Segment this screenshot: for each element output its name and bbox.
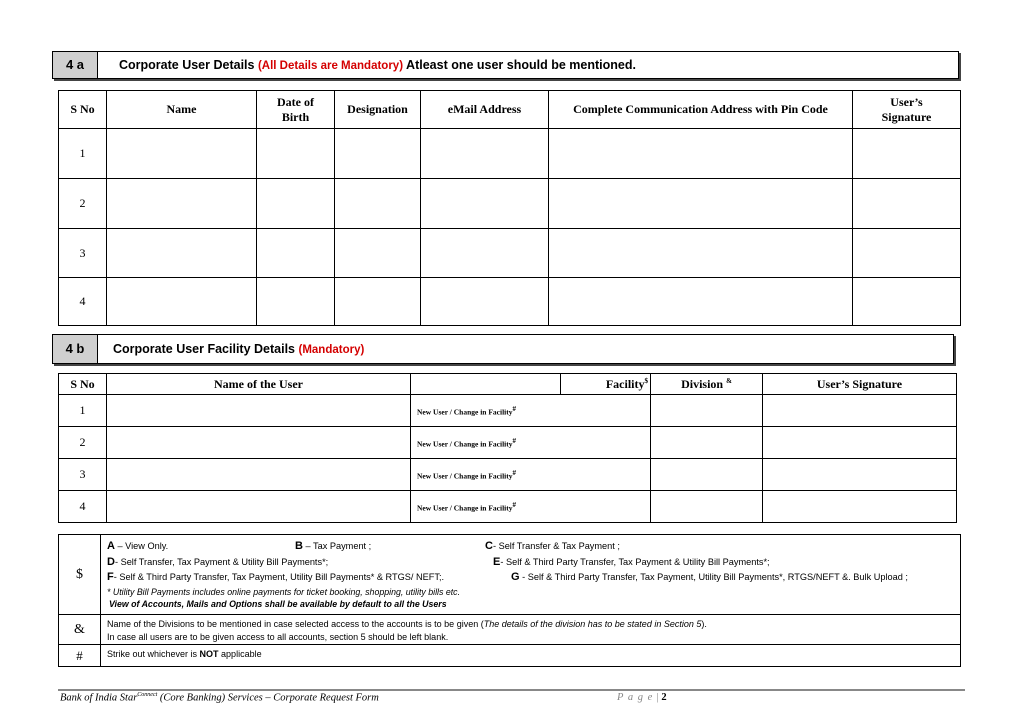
note-text: New User / Change in Facility <box>417 407 513 417</box>
legend-row-amp <box>59 615 961 645</box>
facility-cell[interactable] <box>561 491 651 523</box>
division-note-line-2: In case all users are to be given access to all accounts, section 5 should be left blank. <box>107 631 449 642</box>
new-user-change-note[interactable] <box>411 427 561 459</box>
user-name-cell[interactable] <box>107 395 411 427</box>
col-email: eMail Address <box>421 91 549 129</box>
table-row <box>59 179 961 229</box>
designation-cell[interactable] <box>335 129 421 179</box>
dob-cell[interactable] <box>257 179 335 229</box>
designation-cell[interactable] <box>335 179 421 229</box>
col-address: Complete Communication Address with Pin Code <box>549 91 853 129</box>
row-number: 1 <box>59 129 107 179</box>
option-b-key: B <box>295 540 303 552</box>
col-user-signature: User’s Signature <box>763 374 957 395</box>
footer-form-name: (Core Banking) Services – Corporate Request Form <box>157 692 379 704</box>
col-name: Name <box>107 91 257 129</box>
dob-cell[interactable] <box>257 129 335 179</box>
row-number: 2 <box>59 179 107 229</box>
option-d <box>107 555 328 571</box>
note-sup: # <box>512 436 516 445</box>
option-g-text: - Self & Third Party Transfer, Tax Payment, Utility Bill Payments*, RTGS/NEFT &. Bulk Upload ; <box>519 572 908 582</box>
footer-page <box>617 692 667 703</box>
page-number: 2 <box>661 692 667 703</box>
division-legend <box>101 615 961 645</box>
signature-cell[interactable] <box>853 179 961 229</box>
user-name-cell[interactable] <box>107 459 411 491</box>
table-row <box>59 395 957 427</box>
table-row <box>59 459 957 491</box>
default-view-note: View of Accounts, Mails and Options shall be available by default to all the Users <box>109 598 447 609</box>
division-note-b: The details of the division has to be stated in Section 5 <box>483 619 702 629</box>
facility-cell[interactable] <box>561 395 651 427</box>
email-cell[interactable] <box>421 179 549 229</box>
section-title-text: Corporate User Details <box>119 58 255 72</box>
option-a <box>107 539 168 555</box>
option-b <box>295 539 371 555</box>
footer-rule <box>58 689 965 691</box>
user-signature-cell[interactable] <box>763 491 957 523</box>
facility-cell[interactable] <box>561 459 651 491</box>
name-cell[interactable] <box>107 179 257 229</box>
option-e <box>493 555 770 571</box>
division-label: Division <box>681 376 724 391</box>
note-text: New User / Change in Facility <box>417 471 513 481</box>
col-division <box>651 374 763 395</box>
section-number: 4 a <box>53 52 98 78</box>
section-title <box>113 342 364 356</box>
email-cell[interactable] <box>421 229 549 278</box>
row-number: 2 <box>59 427 107 459</box>
col-user-name: Name of the User <box>107 374 411 395</box>
division-sup: & <box>726 376 732 385</box>
facility-legend <box>101 535 961 615</box>
option-g-key: G <box>511 571 520 583</box>
row-number: 4 <box>59 278 107 326</box>
table-row <box>59 229 961 278</box>
division-note-a: Name of the Divisions to be mentioned in case selected access to the accounts is to be given ( <box>107 619 484 629</box>
strike-note-b: NOT <box>199 649 219 659</box>
section-title-text: Corporate User Facility Details <box>113 342 296 356</box>
strike-note-c: applicable <box>218 649 262 659</box>
user-signature-cell[interactable] <box>763 459 957 491</box>
note-sup: # <box>512 468 516 477</box>
row-number: 4 <box>59 491 107 523</box>
division-note-line-1 <box>107 618 960 631</box>
col-sno: S No <box>59 374 107 395</box>
facility-table <box>58 373 957 523</box>
col-facility <box>561 374 651 395</box>
division-note-c: ). <box>701 619 707 629</box>
dob-cell[interactable] <box>257 229 335 278</box>
new-user-change-note[interactable] <box>411 491 561 523</box>
address-cell[interactable] <box>549 278 853 326</box>
legend-row-hash <box>59 645 961 667</box>
address-cell[interactable] <box>549 129 853 179</box>
legend-line-3 <box>107 570 960 586</box>
dollar-symbol: $ <box>59 535 101 615</box>
table-row <box>59 278 961 326</box>
option-e-text: - Self & Third Party Transfer, Tax Payment & Utility Bill Payments*; <box>500 556 770 567</box>
address-cell[interactable] <box>549 179 853 229</box>
section-4a-header <box>52 51 959 79</box>
mandatory-note: (Mandatory) <box>298 344 365 356</box>
legend-line-2 <box>107 555 960 571</box>
table-header-row <box>59 374 957 395</box>
footer-bank-name: Bank of India Star <box>60 692 138 704</box>
user-name-cell[interactable] <box>107 491 411 523</box>
option-c <box>485 539 620 555</box>
strike-note-a: Strike out whichever is <box>107 649 200 659</box>
row-number: 1 <box>59 395 107 427</box>
option-d-text: - Self Transfer, Tax Payment & Utility Bill Payments*; <box>114 556 329 567</box>
dob-cell[interactable] <box>257 278 335 326</box>
table-row <box>59 427 957 459</box>
option-a-text: – View Only. <box>114 541 169 551</box>
email-cell[interactable] <box>421 129 549 179</box>
section-4b-header <box>52 334 954 364</box>
user-name-cell[interactable] <box>107 427 411 459</box>
note-sup: # <box>512 500 516 509</box>
legend-line-1 <box>107 539 960 555</box>
facility-cell[interactable] <box>561 427 651 459</box>
hash-symbol: # <box>59 645 101 667</box>
option-f-text: - Self & Third Party Transfer, Tax Payment, Utility Bill Payments* & RTGS/ NEFT;. <box>113 572 445 582</box>
facility-label: Facility <box>605 376 645 391</box>
designation-cell[interactable] <box>335 278 421 326</box>
option-g <box>511 570 908 586</box>
option-c-key: C <box>485 540 493 552</box>
new-user-change-note[interactable] <box>411 395 561 427</box>
col-dob: Date of Birth <box>257 91 335 129</box>
table-header-row <box>59 91 961 129</box>
option-a-key: A <box>107 540 115 552</box>
name-cell[interactable] <box>107 129 257 179</box>
col-sno: S No <box>59 91 107 129</box>
facility-sup: $ <box>644 376 648 385</box>
division-cell[interactable] <box>651 491 763 523</box>
section-number: 4 b <box>53 335 98 363</box>
option-b-text: – Tax Payment ; <box>302 541 372 551</box>
email-cell[interactable] <box>421 278 549 326</box>
division-cell[interactable] <box>651 459 763 491</box>
utility-note: * Utility Bill Payments includes online payments for ticket booking, shopping, utility bills etc. <box>107 586 461 597</box>
option-f-key: F <box>107 571 114 583</box>
name-cell[interactable] <box>107 278 257 326</box>
signature-cell[interactable] <box>853 278 961 326</box>
option-c-text: - Self Transfer & Tax Payment ; <box>492 541 620 551</box>
col-note <box>411 374 561 395</box>
page-label: P a g e <box>617 692 654 703</box>
designation-cell[interactable] <box>335 229 421 278</box>
division-cell[interactable] <box>651 427 763 459</box>
ampersand-symbol: & <box>59 615 101 645</box>
row-number: 3 <box>59 459 107 491</box>
option-d-key: D <box>107 555 115 568</box>
note-text: New User / Change in Facility <box>417 439 513 449</box>
legend-row-dollar <box>59 535 961 615</box>
user-details-table <box>58 90 961 326</box>
footer-connect-sup: Connect <box>137 692 158 698</box>
division-cell[interactable] <box>651 395 763 427</box>
new-user-change-note[interactable] <box>411 459 561 491</box>
table-row <box>59 129 961 179</box>
user-signature-cell[interactable] <box>763 395 957 427</box>
section-note: Atleast one user should be mentioned. <box>406 58 636 72</box>
mandatory-note: (All Details are Mandatory) <box>257 60 404 72</box>
option-f <box>107 570 444 586</box>
signature-cell[interactable] <box>853 229 961 278</box>
strike-out-note <box>101 645 961 667</box>
name-cell[interactable] <box>107 229 257 278</box>
footer-left <box>60 692 379 704</box>
col-signature: User’s Signature <box>853 91 961 129</box>
page-separator: | <box>653 692 662 703</box>
note-text: New User / Change in Facility <box>417 503 513 513</box>
user-signature-cell[interactable] <box>763 427 957 459</box>
address-cell[interactable] <box>549 229 853 278</box>
note-sup: # <box>512 404 516 413</box>
option-e-key: E <box>493 555 501 568</box>
section-title <box>119 58 636 72</box>
col-designation: Designation <box>335 91 421 129</box>
signature-cell[interactable] <box>853 129 961 179</box>
table-row <box>59 491 957 523</box>
legend-table <box>58 534 961 667</box>
row-number: 3 <box>59 229 107 278</box>
